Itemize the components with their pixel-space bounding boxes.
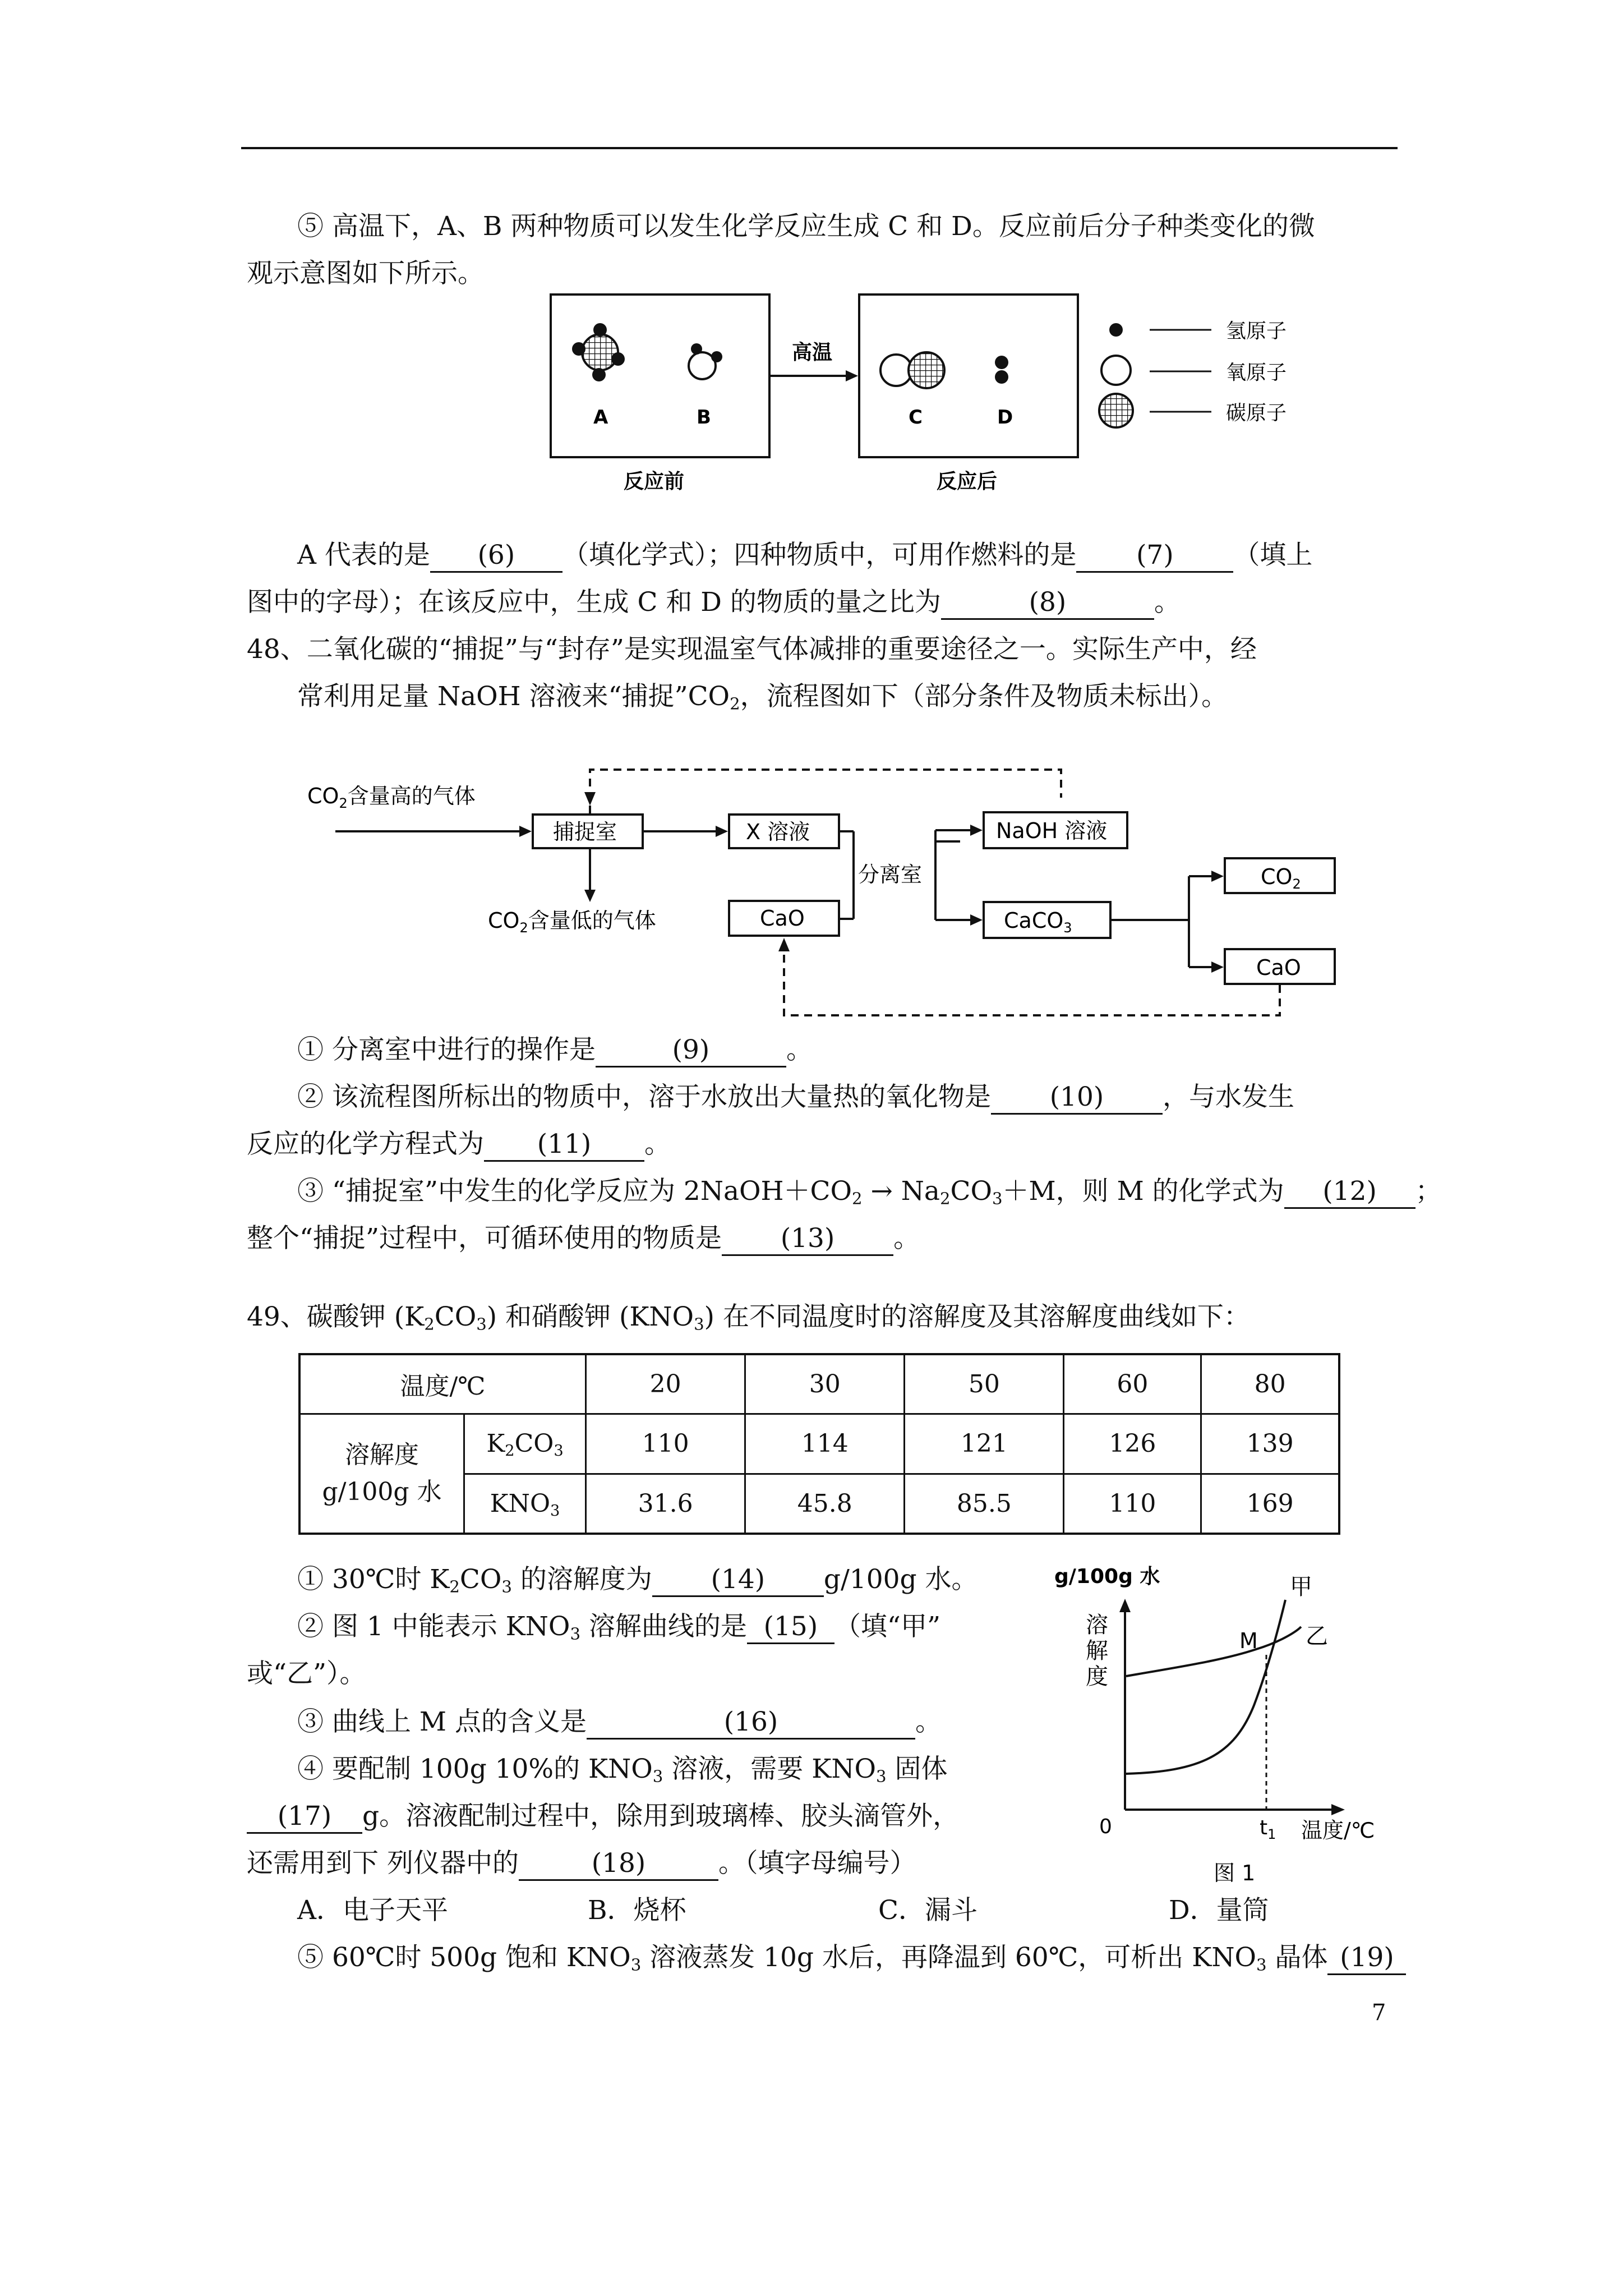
- label-c: C: [909, 406, 923, 429]
- blank-18[interactable]: (18): [519, 1848, 718, 1881]
- q49-p4-line1: ④ 要配制 100g 10%的 $KNO_3$ 溶液，需要 $KNO_3$ 固体: [297, 1754, 948, 1786]
- svg-text:CaCO3: CaCO$_3$: [1004, 908, 1072, 936]
- t1-label: $t_1$: [1260, 1816, 1276, 1842]
- y-axis-unit: g/100g 水: [1054, 1565, 1160, 1588]
- option-b[interactable]: B．烧杯: [588, 1895, 686, 1926]
- kno3-cell: 169: [1201, 1474, 1339, 1534]
- q49-p4-line2: (17) g。溶液配制过程中，除用到玻璃棒、胶头滴管外，: [247, 1800, 959, 1834]
- q47-answer-line2: 图中的字母）；在该反应中，生成 C 和 D 的物质的量之比为 (8) 。: [247, 586, 1181, 620]
- svg-text:碳原子: 碳原子: [1226, 402, 1287, 425]
- q48-p2-line1: ② 该流程图所标出的物质中，溶于水放出大量热的氧化物是 (10) ，与水发生: [297, 1080, 1294, 1115]
- legend-carbon: [1099, 394, 1287, 427]
- label-d: D: [997, 406, 1013, 429]
- q47-line2: 观示意图如下所示。: [247, 258, 484, 289]
- option-d[interactable]: D．量筒: [1169, 1895, 1269, 1926]
- header-rule: [241, 147, 1398, 149]
- q49-p3: ③ 曲线上 M 点的含义是 (16) 。: [297, 1705, 942, 1740]
- kno3-cell: 45.8: [745, 1474, 905, 1534]
- y-axis-label: 解: [1086, 1638, 1108, 1664]
- temp-cell: 60: [1064, 1354, 1201, 1414]
- blank-13[interactable]: (13): [722, 1223, 893, 1256]
- k2co3-row-label: $K_2CO_3$: [464, 1414, 586, 1474]
- blank-16[interactable]: (16): [587, 1706, 915, 1740]
- figure-caption: 图 1: [1214, 1861, 1256, 1885]
- solubility-table: [298, 1353, 1340, 1535]
- k2co3-cell: 114: [745, 1414, 905, 1474]
- reaction-diagram: [538, 286, 1324, 499]
- curve-yi: [1126, 1627, 1301, 1676]
- separation-label: 分离室: [858, 862, 923, 887]
- temp-cell: 50: [905, 1354, 1064, 1414]
- blank-8[interactable]: (8): [941, 587, 1154, 620]
- q49-p4-line3: 还需用到下 列仪器中的 (18) 。（填字母编号）: [247, 1847, 916, 1881]
- q48-intro-line2: 常利用足量 NaOH 溶液来“捕捉$”CO_2$，流程图如下（部分条件及物质未标出）。: [297, 681, 1228, 714]
- blank-11[interactable]: (11): [484, 1129, 644, 1162]
- svg-text:CaO: CaO: [1256, 955, 1301, 980]
- molecule-d: [995, 356, 1008, 384]
- y-axis-label: 度: [1086, 1664, 1108, 1690]
- svg-text:CO2: $CO_2$: [1261, 864, 1301, 892]
- q49-p2-line2: 或“乙”）。: [247, 1658, 366, 1689]
- label-a: A: [593, 406, 608, 429]
- temp-header: 温度/℃: [299, 1354, 586, 1414]
- q48-intro-line1: 48、二氧化碳的“捕捉”与“封存”是实现温室气体减排的重要途径之一。实际生产中，经: [247, 634, 1257, 665]
- q49-p5: ⑤ 60℃时 500g 饱和 $KNO_3$ 溶液蒸发 10g 水后，再降温到 60℃，可析出 $KNO_3$ 晶体 (19): [297, 1941, 1406, 1975]
- caption-after: 反应后: [937, 470, 998, 493]
- kno3-cell: 31.6: [586, 1474, 745, 1534]
- solubility-curve-figure: [1054, 1548, 1402, 1896]
- series-yi-label: 乙: [1306, 1623, 1328, 1649]
- blank-12[interactable]: (12): [1284, 1176, 1415, 1209]
- svg-text:氧原子: 氧原子: [1226, 361, 1287, 384]
- svg-text:氢原子: 氢原子: [1226, 320, 1287, 343]
- gas-high-label: $CO_2$含量高的气体: [307, 784, 476, 811]
- q48-p3-line1: ③ “捕捉室”中发生的化学反应为 $2NaOH+CO_2 \to Na_2CO_3+M$，则 M 的化学式为 (12) ；: [297, 1176, 1442, 1208]
- legend-hydrogen: [1109, 320, 1287, 343]
- svg-text:NaOH 溶液: NaOH 溶液: [996, 818, 1108, 843]
- series-jia-label: 甲: [1290, 1574, 1312, 1600]
- temp-cell: 20: [586, 1354, 745, 1414]
- molecule-a: [572, 323, 625, 381]
- svg-text:CaO: CaO: [760, 906, 805, 931]
- svg-text:X 溶液: X 溶液: [746, 820, 810, 844]
- box-before: [551, 295, 769, 457]
- k2co3-cell: 139: [1201, 1414, 1339, 1474]
- blank-19[interactable]: (19): [1327, 1942, 1406, 1975]
- option-c[interactable]: C．漏斗: [878, 1895, 978, 1926]
- k2co3-cell: 121: [905, 1414, 1064, 1474]
- legend-oxygen: [1101, 356, 1287, 385]
- kno3-cell: 110: [1064, 1474, 1201, 1534]
- blank-10[interactable]: (10): [991, 1082, 1163, 1115]
- molecule-b: [689, 343, 722, 379]
- molecule-c: [880, 352, 944, 388]
- caption-before: 反应前: [624, 470, 685, 493]
- y-axis-label: 溶: [1086, 1612, 1108, 1638]
- q48-p2-line2: 反应的化学方程式为 (11) 。: [247, 1128, 671, 1162]
- q49-intro: 49、碳酸钾 $(K_2CO_3)$ 和硝酸钾 $(KNO_3)$ 在不同温度时的溶解度及其溶解度曲线如下：: [247, 1301, 1250, 1334]
- blank-6[interactable]: (6): [430, 540, 562, 573]
- x-axis-label: 温度/℃: [1301, 1818, 1375, 1843]
- blank-9[interactable]: (9): [596, 1034, 786, 1068]
- temp-cell: 80: [1201, 1354, 1339, 1414]
- kno3-row-label: $KNO_3$: [464, 1474, 586, 1534]
- option-a[interactable]: A．电子天平: [297, 1895, 448, 1926]
- k2co3-cell: 110: [586, 1414, 745, 1474]
- origin-label: 0: [1099, 1815, 1112, 1838]
- capture-flowchart: [303, 757, 1357, 1027]
- page-number: 7: [1372, 2000, 1386, 2026]
- k2co3-cell: 126: [1064, 1414, 1201, 1474]
- temp-cell: 30: [745, 1354, 905, 1414]
- blank-14[interactable]: (14): [652, 1564, 824, 1597]
- blank-7[interactable]: (7): [1076, 540, 1233, 573]
- label-b: B: [697, 406, 711, 429]
- blank-15[interactable]: (15): [747, 1611, 834, 1644]
- q48-p3-line2: 整个“捕捉”过程中，可循环使用的物质是 (13) 。: [247, 1222, 920, 1256]
- arrow-label: 高温: [792, 341, 833, 364]
- q47-answer-line1: A 代表的是 (6) （填化学式）；四种物质中，可用作燃料的是 (7) （填上: [297, 539, 1312, 573]
- curve-jia: [1126, 1600, 1285, 1774]
- q49-p2-line1: ② 图 1 中能表示 $KNO_3$ 溶解曲线的是 (15) （填“甲”: [297, 1611, 940, 1644]
- q48-p1: ① 分离室中进行的操作是 (9) 。: [297, 1033, 813, 1068]
- gas-low-label: $CO_2$含量低的气体: [488, 908, 656, 936]
- kno3-cell: 85.5: [905, 1474, 1064, 1534]
- q47-line1: ⑤ 高温下，A、B 两种物质可以发生化学反应生成 C 和 D。反应前后分子种类变化的微: [297, 211, 1315, 242]
- blank-17[interactable]: (17): [247, 1801, 362, 1834]
- point-m-label: M: [1239, 1628, 1258, 1653]
- q49-p1: ① 30℃时 $K_2CO_3$ 的溶解度为 (14) g/100g 水。: [297, 1564, 978, 1596]
- solubility-label: 溶解度 g/100g 水: [299, 1414, 464, 1534]
- svg-text:捕捉室: 捕捉室: [553, 820, 617, 844]
